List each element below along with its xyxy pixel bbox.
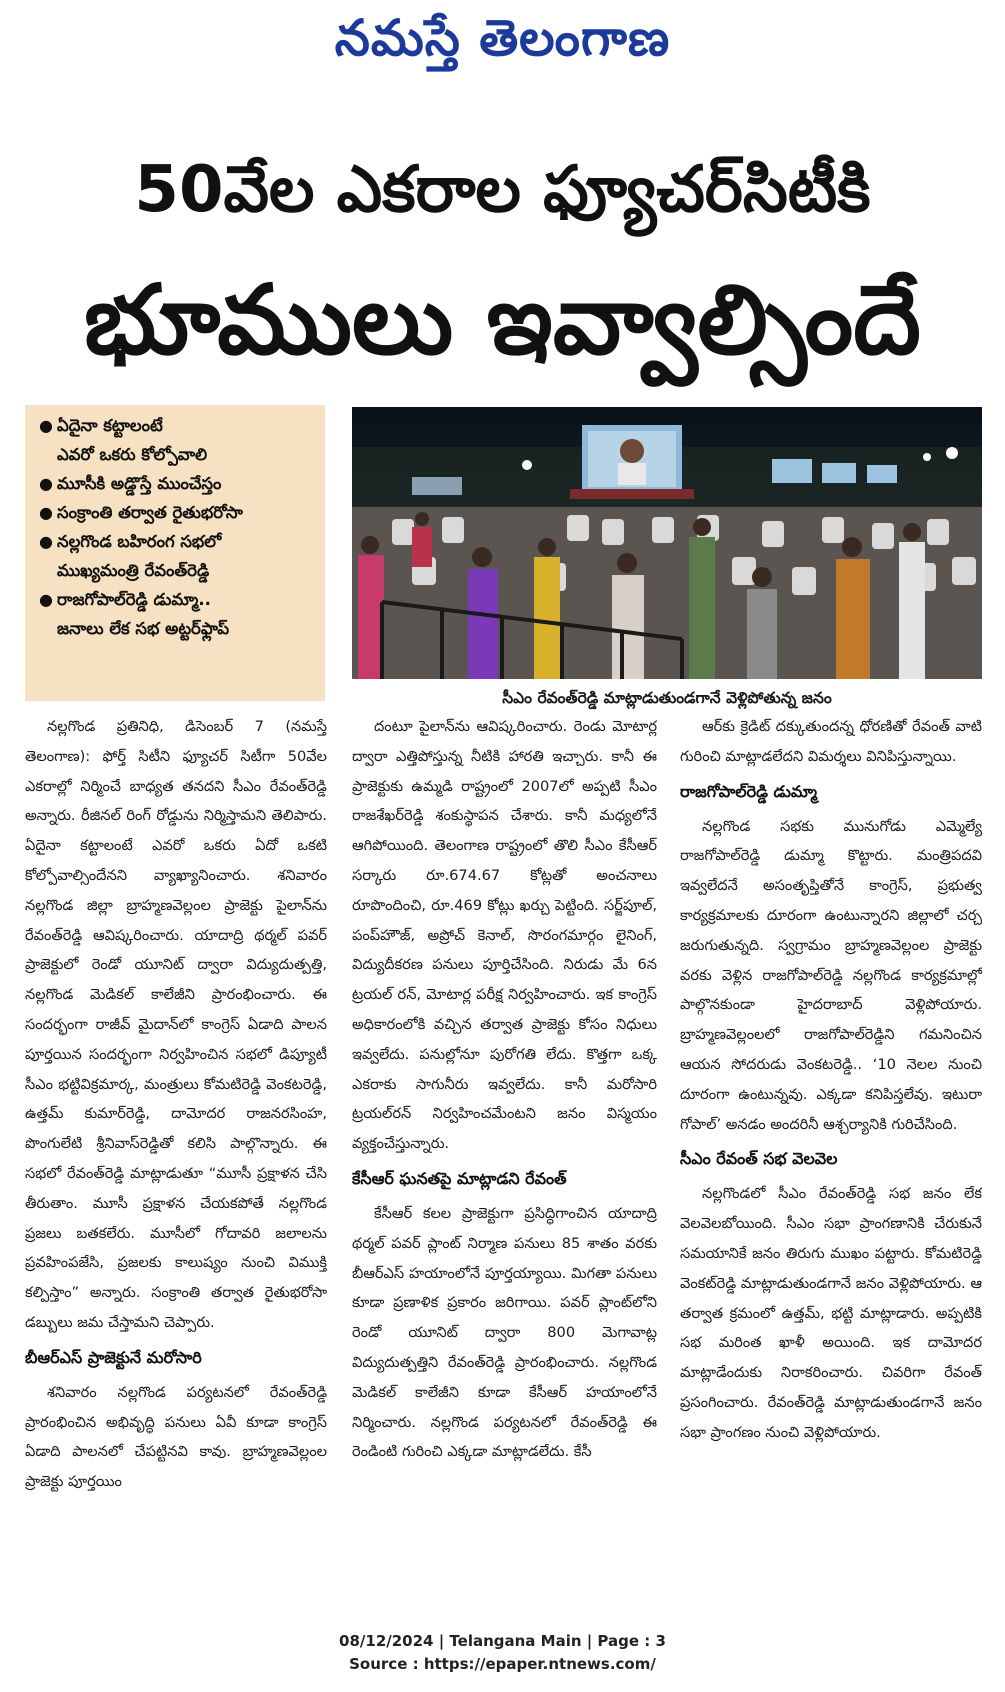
highlight-text: సంక్రాంతి తర్వాత రైతుభరోసా [57,503,243,522]
article-paragraph: దంటూ పైలాన్‌ను ఆవిష్కరించారు. రెండు మోటార్ల ద్వారా ఎత్తిపోస్తున్న నీటికి హారతి ఇచ్చారు. కానీ ఈ ప్రాజెక్టుకు ఉమ్మడి రాష్ట్రంలో 2007లో అప్పటి సీఎం రాజశేఖర్‌రెడ్డి శంకుస్థాపన చేశారు. కానీ మధ్యలోనే ఆగిపోయింది. తెలంగాణ రాష్ట్రంలో తొలి సీఎం కేసీఆర్ సర్కారు రూ.674.67 కోట్లతో అంచనాలు రూపొందించి, రూ.469 కోట్లు ఖర్చు పెట్టింది. సర్జ్‌పూల్, పంప్‌హౌజ్, అప్రోచ్ కెనాల్, సొరంగమార్గం లైనింగ్, విద్యుదీకరణ పనులు పూర్తిచేసింది. నిరుడు మే 6న ట్రయల్ రన్, మోటార్ల పరీక్ష నిర్వహించారు. ఇక కాంగ్రెస్ అధికారంలోకి వచ్చిన తర్వాత ప్రాజెక్టు కోసం నిధులు ఇవ్వలేదు. పనుల్లోనూ పురోగతి లేదు. కొత్తగా ఒక్క ఎకరాకు సాగునీరు ఇవ్వలేదు. కానీ మరోసారి ట్రయల్‌రన్ నిర్వహించమేంటని జనం విస్మయం వ్యక్తంచేస్తున్నారు. [352,718,657,1153]
highlight-text: నల్లగొండ బహిరంగ సభలో ముఖ్యమంత్రి రేవంత్‌రెడ్డి [57,532,222,580]
article-subheading: సీఎం రేవంత్ సభ వెలవెల [680,1149,838,1169]
highlight-item [39,527,315,585]
highlight-text: రాజగోపాల్‌రెడ్డి డుమ్మా.. జనాలు లేక సభ అట్టర్‌ఫ్లాప్ [57,590,230,638]
bullet-icon: ● [39,474,53,493]
bullet-icon: ● [39,503,53,522]
page-footer [0,1630,1005,1676]
footer-edition-info: 08/12/2024 | Telangana Main | Page : 3 [339,1632,666,1650]
masthead-logo: నమస్తే తెలంగాణ [334,8,671,67]
article-column-2 [352,712,657,1612]
article-paragraph: నల్లగొండలో సీఎం రేవంత్‌రెడ్డి సభ జనం లేక వెలవెలబోయింది. సీఎం సభా ప్రాంగణానికి చేరుకునే సమయానికే జనం తిరుగు ముఖం పట్టారు. కోమటిరెడ్డి వెంకట్‌రెడ్డి మాట్లాడుతుండగానే జనం వెళ్లిపోయారు. ఆ తర్వాత క్రమంలో ఉత్తమ్, భట్టి మాట్లాడారు. అప్పటికి సభ మరింత ఖాళీ అయింది. ఇక దామోదర మాట్లాడేందుకు నిరాకరించారు. చివరిగా రేవంత్ ప్రసంగించారు. రేవంత్‌రెడ్డి మాట్లాడుతుండగానే జనం సభా ప్రాంగణం నుంచి వెళ్లిపోయారు. [680,1185,982,1441]
article-subheading: బీఆర్‌ఎస్ ప్రాజెక్టునే మరోసారి [25,1347,202,1367]
article-column-3 [680,712,982,1612]
article-subheading: రాజగోపాల్‌రెడ్డి డుమ్మా [680,781,818,801]
news-photo [352,407,982,679]
highlight-text: మూసీకి అడ్డొస్తే ముంచేస్తం [57,474,222,493]
highlight-item [39,498,315,527]
bullet-icon: ● [39,416,53,435]
highlight-text: ఏదైనా కట్టాలంటే ఎవరో ఒకరు కోల్పోవాలి [57,416,208,464]
headline-line-1: 50వేల ఎకరాల ఫ్యూచర్‌సిటీకి [134,153,871,227]
headline-line-2: భూములు ఇవ్వాల్సిందే [84,264,921,376]
crowd-photo-illustration [352,407,982,679]
highlight-item [39,411,315,469]
article-paragraph: శనివారం నల్లగొండ పర్యటనలో రేవంత్‌రెడ్డి ప్రారంభించిన అభివృద్ధి పనులు ఏవీ కూడా కాంగ్రెస్ ఏడాది పాలనలో చేపట్టినవి కావు. బ్రాహ్మణవెల్లంల ప్రాజెక్టు పూర్తయిం [25,1383,327,1491]
photo-caption: సీఎం రేవంత్‌రెడ్డి మాట్లాడుతుండగానే వెళ్లిపోతున్న జనం [502,689,832,707]
article-paragraph: కేసీఆర్ కలల ప్రాజెక్టుగా ప్రసిద్ధిగాంచిన యాదాద్రి థర్మల్ పవర్ ప్లాంట్ నిర్మాణ పనులు 85 శాతం వరకు బీఆర్‌ఎస్ హయాంలోనే పూర్తయ్యాయి. మిగతా పనులు కూడా ప్రణాళిక ప్రకారం జరిగాయి. పవర్ ప్లాంట్‌లోని రెండో యూనిట్ ద్వారా 800 మెగావాట్ల విద్యుదుత్పత్తిని రేవంత్‌రెడ్డి ప్రారంభించారు. నల్లగొండ మెడికల్ కాలేజీని కూడా కేసీఆర్ హయాంలోనే నిర్మించారు. నల్లగొండ పర్యటనలో రేవంత్‌రెడ్డి ఈ రెండింటి గురించి ఎక్కడా మాట్లాడలేదు. కేసీ [352,1204,657,1461]
bullet-icon: ● [39,532,53,551]
footer-source-link[interactable]: Source : https://epaper.ntnews.com/ [349,1655,656,1673]
article-paragraph: ఆర్‌కు క్రెడిట్ దక్కుతుందన్న ధోరణితో రేవంత్ వాటి గురించి మాట్లాడలేదని విమర్శలు వినిపిస్తున్నాయి. [680,718,982,765]
bullet-icon: ● [39,590,53,609]
article-paragraph: నల్లగొండ సభకు మునుగోడు ఎమ్మెల్యే రాజగోపాల్‌రెడ్డి డుమ్మా కొట్టారు. మంత్రిపదవి ఇవ్వలేదనే అసంతృప్తితోనే కాంగ్రెస్, ప్రభుత్వ కార్యక్రమాలకు దూరంగా ఉంటున్నారని జిల్లాలో చర్చ జరుగుతున్నది. స్వగ్రామం బ్రాహ్మణవెల్లంల ప్రాజెక్టు వరకు వెళ్లిన రాజగోపాల్‌రెడ్డి నల్లగొండ కార్యక్రమాల్లో పాల్గొనకుండా హైదరాబాద్ వెళ్లిపోయారు. బ్రాహ్మణవెల్లంలలో రాజగోపాల్‌రెడ్డిని గమనించిన ఆయన సోదరుడు వెంకటరెడ్డి.. ‘10 నెలల నుంచి దూరంగా ఉంటున్నవు. ఎక్కడా కనిపిస్తలేవు. ఇటురా గోపాల్’ అనడం అందరినీ ఆశ్చర్యానికి గురిచేసింది. [680,817,982,1133]
article-paragraph: నల్లగొండ ప్రతినిధి, డిసెంబర్ 7 (నమస్తే తెలంగాణ): ఫోర్త్ సిటీని ఫ్యూచర్ సిటీగా 50వేల ఎకరాల్లో నిర్మించే బాధ్యత తనదని సీఎం రేవంత్‌రెడ్డి అన్నారు. రీజినల్ రింగ్ రోడ్డును నిర్మిస్తామని తెలిపారు. ఏదైనా కట్టాలంటే ఎవరో ఒకరు ఏదో ఒకటి కోల్పోవాల్సిందేనని వ్యాఖ్యానించారు. శనివారం నల్లగొండ జిల్లా బ్రాహ్మణవెల్లంల ప్రాజెక్టు పైలాన్‌ను రేవంత్‌రెడ్డి ఆవిష్కరించారు. యాదాద్రి థర్మల్ పవర్ ప్రాజెక్టులో రెండో యూనిట్ ద్వారా విద్యుదుత్పత్తి, నల్లగొండ మెడికల్ కాలేజీని ప్రారంభించారు. ఈ సందర్భంగా రాజీవ్ మైదాన్‌లో కాంగ్రెస్ ఏడాది పాలన పూర్తయిన సందర్భంగా నిర్వహించిన సభలో డిప్యూటీ సీఎం భట్టివిక్రమార్క, మంత్రులు కోమటిరెడ్డి వెంకటరెడ్డి, ఉత్తమ్ కుమార్‌రెడ్డి, దామోదర రాజనరసింహ, పొంగులేటి శ్రీనివాస్‌రెడ్డితో కలిసి పాల్గొన్నారు. ఈ సభలో రేవంత్‌రెడ్డి మాట్లాడుతూ “మూసీ ప్రక్షాళన చేసి తీరుతాం. మూసీ ప్రక్షాళన చేయకపోతే నల్లగొండ ప్రజలు బతకలేరు. మూసీలో గోదావరి జలాలను ప్రవహింపజేసి, ప్రజలకు కాలుష్యం నుంచి విముక్తి కల్పిస్తాం” అన్నారు. సంక్రాంతి తర్వాత రైతుభరోసా డబ్బులు జమ చేస్తామని చెప్పారు. [25,718,327,1331]
article-column-1 [25,712,327,1612]
highlight-item [39,585,315,643]
article-subheading: కేసీఆర్ ఘనతపై మాట్లాడని రేవంత్ [352,1168,567,1188]
highlights-box [25,405,325,701]
highlight-item [39,469,315,498]
